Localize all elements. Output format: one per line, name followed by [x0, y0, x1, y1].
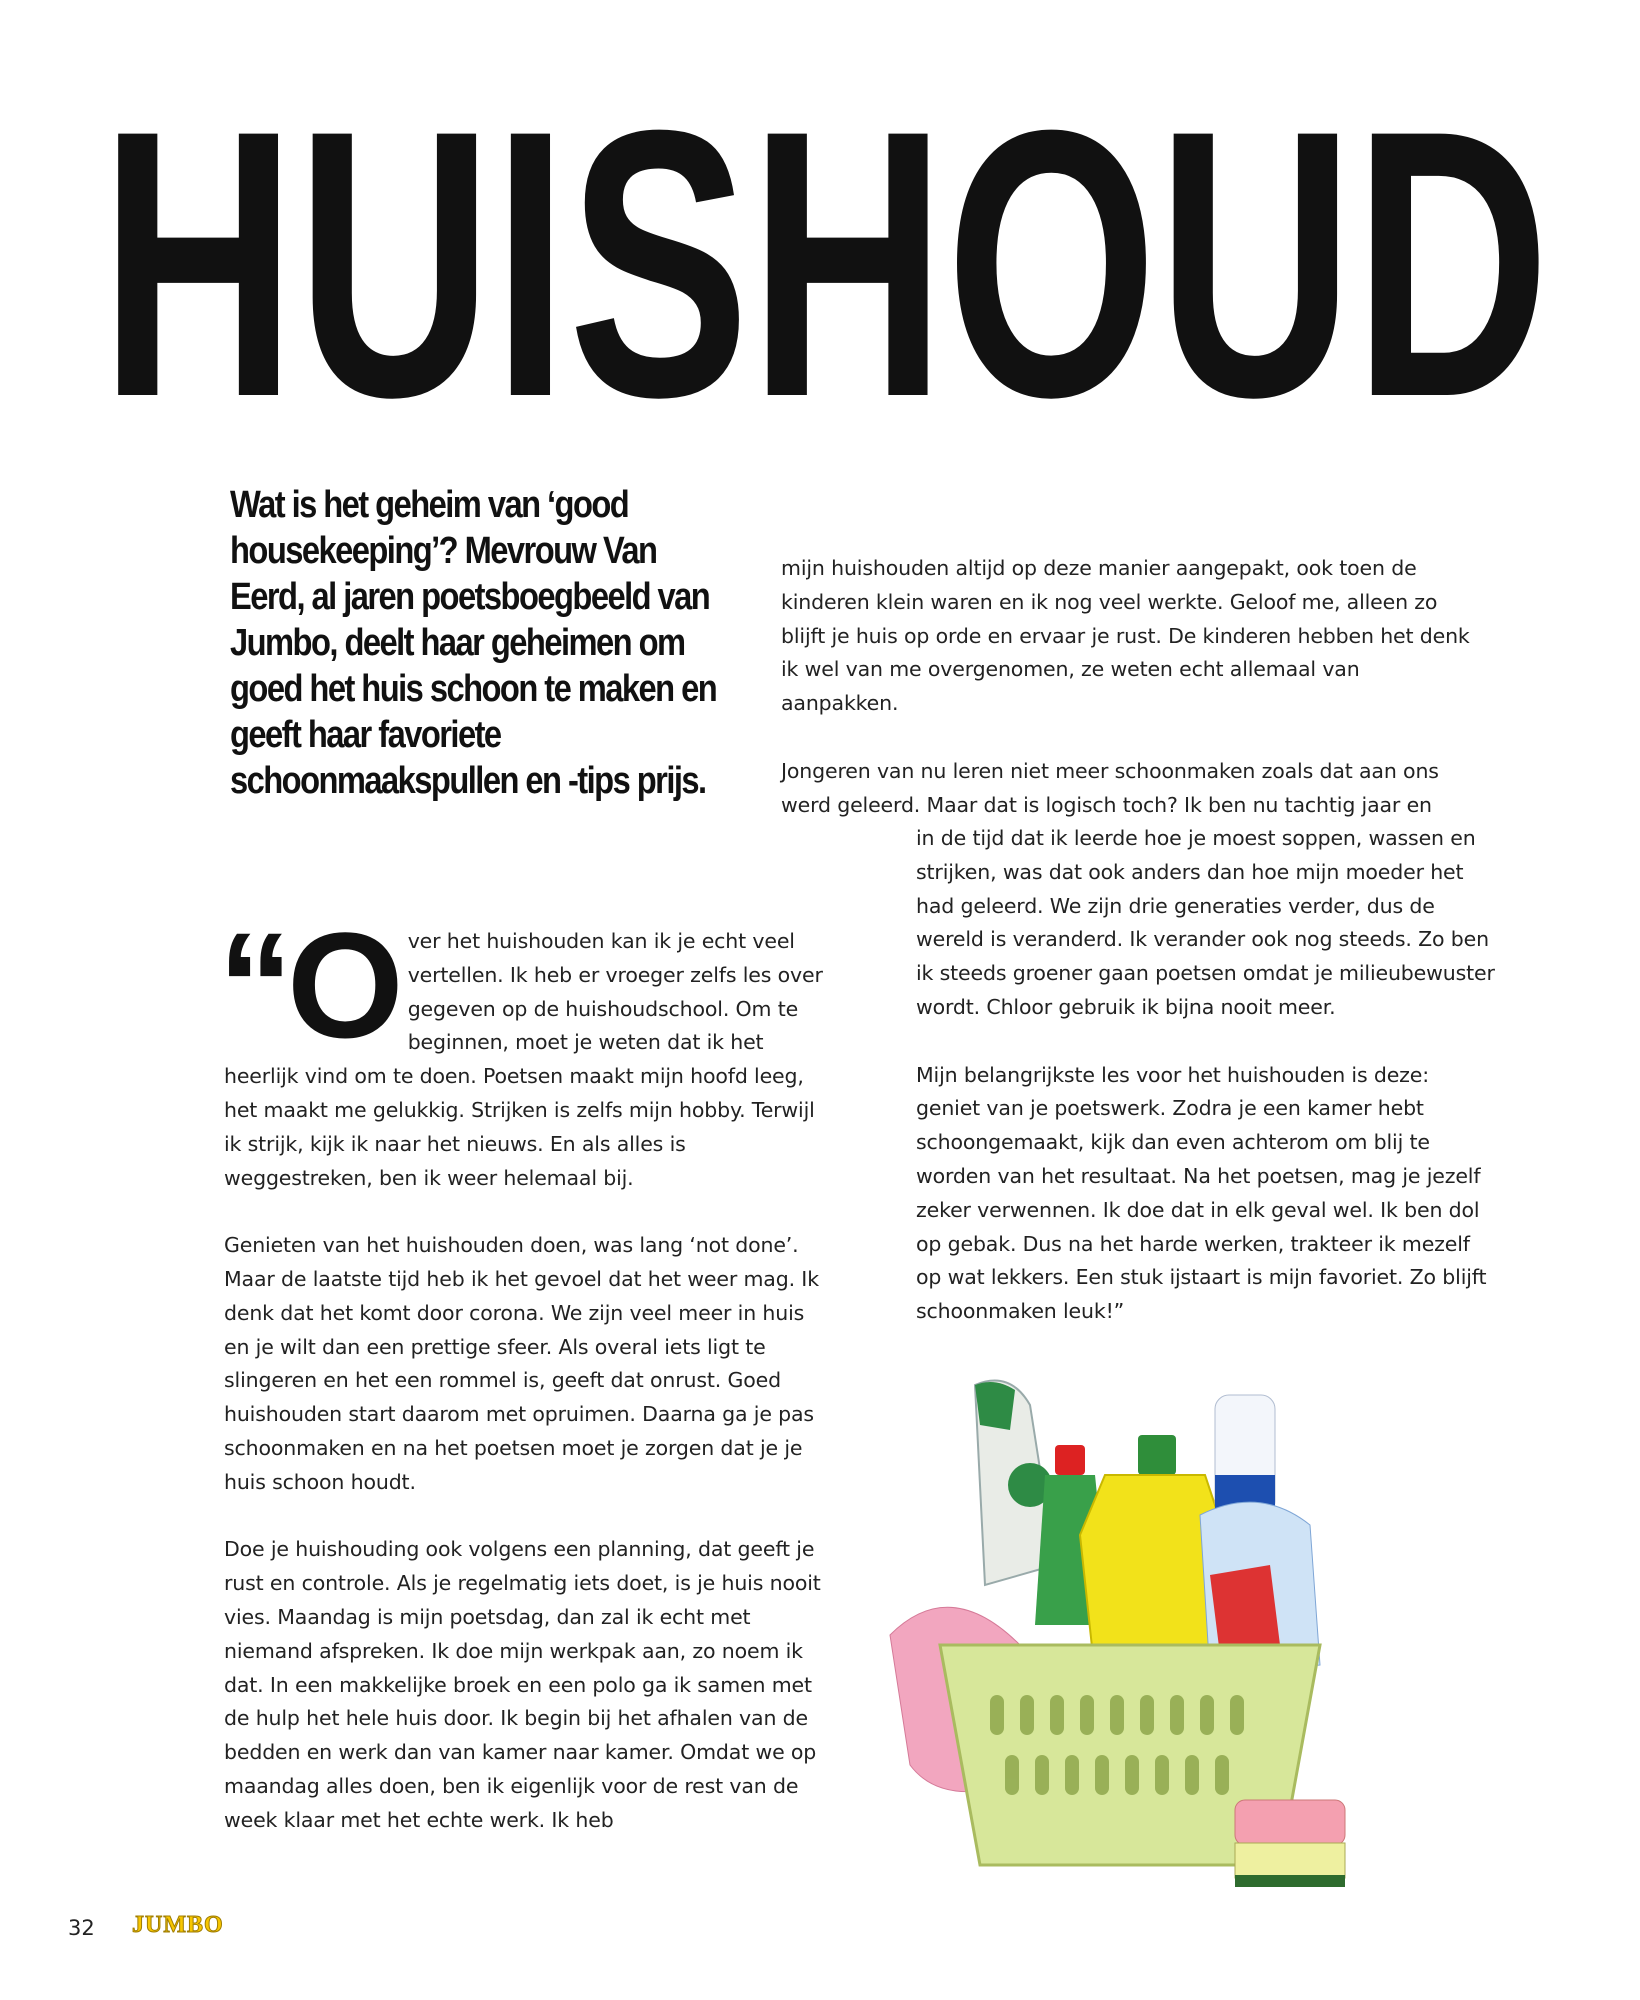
- article-paragraph-3: Doe je huishouding ook volgens een planning, dat geeft je rust en controle. Als je regelmatig iets doet, is je huis nooit vies. Maandag is mijn poetsdag, dan zal ik echt met niemand afspreken. Ik doe mijn werkpak aan, zo noem ik dat. In een makkelijke broek en een polo ga ik samen met de hulp het hele huis door. Ik begin bij het afhalen van de bedden en werk dan van kamer naar kamer. Omdat we op maandag alles doen, ben ik eigenlijk voor de rest van de week klaar met het echte werk. Ik heb: [224, 1537, 821, 1832]
- article-column-left: [218, 901, 834, 1871]
- headline: [100, 95, 1550, 435]
- jumbo-logo: JUMBO: [132, 1912, 224, 1938]
- intro-text: Wat is het geheim van ‘good housekeeping’? Mevrouw Van Eerd, al jaren poetsboegbeeld van Jumbo, deelt haar geheimen om goed het huis schoon te maken en geeft haar favoriete schoonmaakspullen en -tips prijs.: [230, 484, 717, 802]
- article-paragraph-4: mijn huishouden altijd op deze manier aangepakt, ook toen de kinderen klein waren en ik nog veel werkte. Geloof me, alleen zo blijft je huis op orde en ervaar je rust. De kinderen hebben het denk ik wel van me overgenomen, ze weten echt allemaal van aanpakken.: [781, 556, 1470, 716]
- article-paragraph-5-end: in de tijd dat ik leerde hoe je moest soppen, wassen en strijken, was dat ook anders dan hoe mijn moeder het had geleerd. We zijn drie generaties verder, dus de wereld is veranderd. Ik verander ook nog steeds. Zo ben ik steeds groener gaan poetsen omdat je milieubewuster wordt. Chloor gebruik ik bijna nooit meer.: [916, 826, 1495, 1019]
- article-column-right-bottom: [916, 822, 1496, 1363]
- drop-cap: “O: [218, 901, 398, 1069]
- cleaning-basket-image: [880, 1375, 1400, 1915]
- headline-text: HUISHOUD: [100, 95, 1550, 435]
- article-paragraph-5-start: Jongeren van nu leren niet meer schoonmaken zoals dat aan ons werd geleerd. Maar dat is logisch toch? Ik ben nu tachtig jaar en: [781, 758, 1439, 817]
- page-number: 32: [68, 1916, 95, 1940]
- article-column-right-top: [781, 552, 1481, 822]
- article-paragraph-2: Genieten van het huishouden doen, was lang ‘not done’. Maar de laatste tijd heb ik het gevoel dat het weer mag. Ik denk dat het komt door corona. We zijn veel meer in huis en je wilt dan een prettige sfeer. Als overal iets ligt te slingeren en het een rommel is, geeft dat onrust. Goed huishouden start daarom met opruimen. Daarna ga je pas schoonmaken en na het poetsen moet je zorgen dat je je huis schoon houdt.: [224, 1233, 819, 1494]
- article-paragraph-1: [218, 901, 834, 1195]
- article-paragraph-6: Mijn belangrijkste les voor het huishouden is deze: geniet van je poetswerk. Zodra je een kamer hebt schoongemaakt, kijk dan even achterom om blij te worden van het resultaat. Na het poetsen, mag je jezelf zeker verwennen. Ik doe dat in elk geval wel. Ik ben dol op gebak. Dus na het harde werken, trakteer ik mezelf op wat lekkers. Een stuk ijstaart is mijn favoriet. Zo blijft schoonmaken leuk!”: [916, 1062, 1487, 1324]
- paragraph-1-text: ver het huishouden kan ik je echt veel vertellen. Ik heb er vroeger zelfs les over gegeven op de huishoudschool. Om te beginnen, moet je weten dat ik het heerlijk vind om te doen. Poetsen maakt mijn hoofd leeg, het maakt me gelukkig. Strijken is zelfs mijn hobby. Terwijl ik strijk, kijk ik naar het nieuws. En als alles is weggestreken, ben ik weer helemaal bij.: [224, 929, 823, 1190]
